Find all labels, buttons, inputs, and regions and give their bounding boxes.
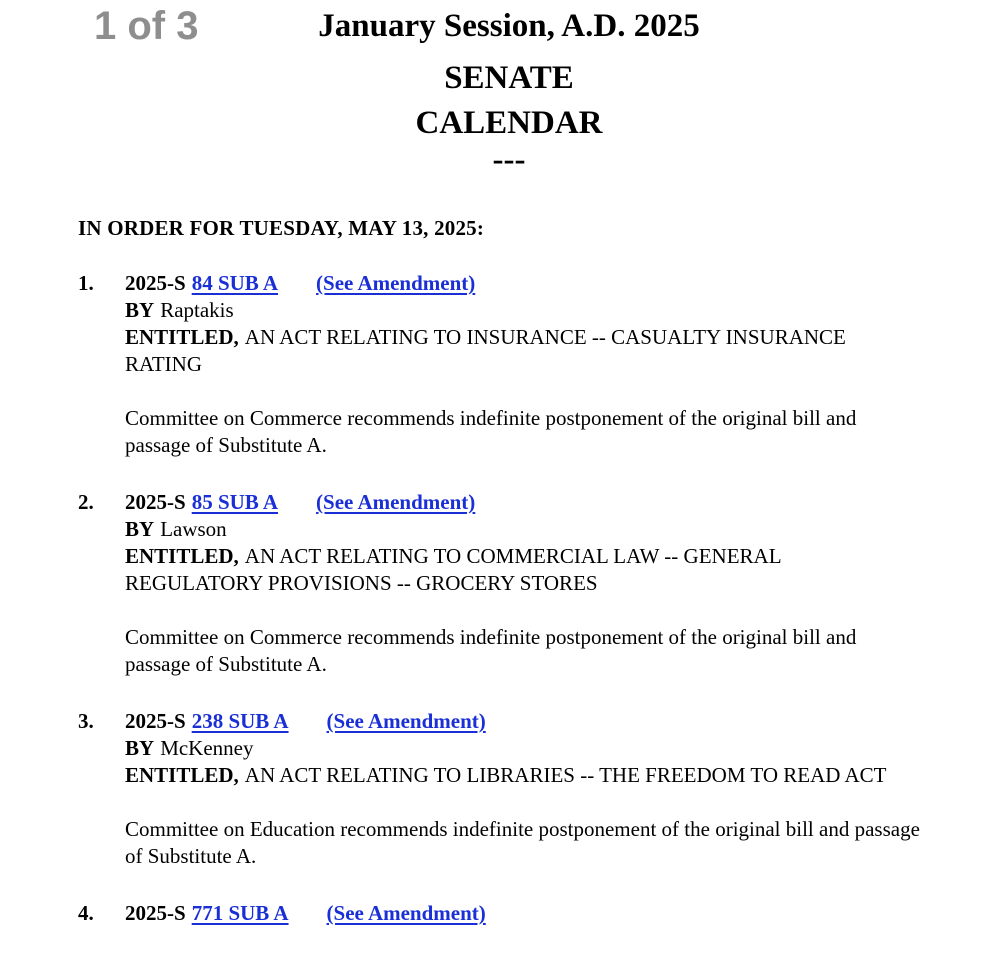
item-number: 4.: [78, 901, 94, 925]
bill-prefix: 2025-S: [125, 901, 186, 925]
item-number: 3.: [78, 709, 94, 733]
by-label: BY: [125, 736, 155, 760]
bill-link[interactable]: 84 SUB A: [191, 271, 279, 295]
bill-title-line-1: AN ACT RELATING TO INSURANCE -- CASUALTY INSURANCE: [244, 325, 846, 349]
heading-separator: ---: [492, 142, 526, 178]
bill-line: [125, 270, 978, 297]
bill-title: [125, 543, 978, 570]
bill-link[interactable]: 238 SUB A: [191, 709, 289, 733]
item-number: 1.: [78, 271, 94, 295]
item-number: 2.: [78, 490, 94, 514]
see-amendment-link[interactable]: (See Amendment): [326, 901, 486, 925]
bill-line: [125, 489, 978, 516]
bill-title: [125, 324, 978, 351]
sponsor-line: [125, 516, 978, 543]
bill-title-line-2: RATING: [125, 352, 202, 376]
order-date-heading: IN ORDER FOR TUESDAY, MAY 13, 2025:: [78, 216, 485, 240]
recommendation-line-1: Committee on Education recommends indefinite postponement of the original bill and passage: [125, 817, 920, 841]
entitled-label: ENTITLED,: [125, 763, 239, 787]
by-label: BY: [125, 517, 155, 541]
item-body: [125, 900, 978, 927]
sponsor-line: [125, 735, 978, 762]
see-amendment-link[interactable]: (See Amendment): [316, 490, 476, 514]
bill-prefix: 2025-S: [125, 709, 186, 733]
bill-link[interactable]: 771 SUB A: [191, 901, 289, 925]
calendar-item: [78, 900, 978, 927]
calendar-item: [78, 489, 978, 678]
committee-recommendation: [125, 624, 978, 678]
entitled-label: ENTITLED,: [125, 325, 239, 349]
calendar-item: [78, 708, 978, 870]
sponsor-name: McKenney: [160, 736, 254, 760]
calendar-items: [78, 270, 978, 957]
by-label: BY: [125, 298, 155, 322]
recommendation-line-1: Committee on Commerce recommends indefinite postponement of the original bill and: [125, 406, 857, 430]
calendar-item: [78, 270, 978, 459]
calendar-heading-calendar: CALENDAR: [415, 105, 603, 141]
committee-recommendation: [125, 816, 978, 870]
item-body: [125, 489, 978, 678]
page-indicator: 1 of 3: [94, 4, 199, 48]
bill-title-line-1: AN ACT RELATING TO COMMERCIAL LAW -- GENERAL: [244, 544, 782, 568]
see-amendment-link[interactable]: (See Amendment): [326, 709, 486, 733]
bill-line: [125, 900, 978, 927]
recommendation-line-2: of Substitute A.: [125, 844, 257, 868]
session-title: January Session, A.D. 2025: [318, 8, 700, 44]
sponsor-name: Raptakis: [160, 298, 234, 322]
bill-title: [125, 762, 978, 789]
recommendation-line-1: Committee on Commerce recommends indefinite postponement of the original bill and: [125, 625, 857, 649]
sponsor-name: Lawson: [160, 517, 227, 541]
recommendation-line-2: passage of Substitute A.: [125, 652, 327, 676]
calendar-heading-senate: SENATE: [444, 60, 574, 96]
item-body: [125, 270, 978, 459]
bill-title-line-2: REGULATORY PROVISIONS -- GROCERY STORES: [125, 571, 598, 595]
item-body: [125, 708, 978, 870]
bill-link[interactable]: 85 SUB A: [191, 490, 279, 514]
bill-prefix: 2025-S: [125, 271, 186, 295]
committee-recommendation: [125, 405, 978, 459]
see-amendment-link[interactable]: (See Amendment): [316, 271, 476, 295]
bill-line: [125, 708, 978, 735]
bill-title-line-1: AN ACT RELATING TO LIBRARIES -- THE FREEDOM TO READ ACT: [244, 763, 887, 787]
sponsor-line: [125, 297, 978, 324]
recommendation-line-2: passage of Substitute A.: [125, 433, 327, 457]
entitled-label: ENTITLED,: [125, 544, 239, 568]
bill-prefix: 2025-S: [125, 490, 186, 514]
